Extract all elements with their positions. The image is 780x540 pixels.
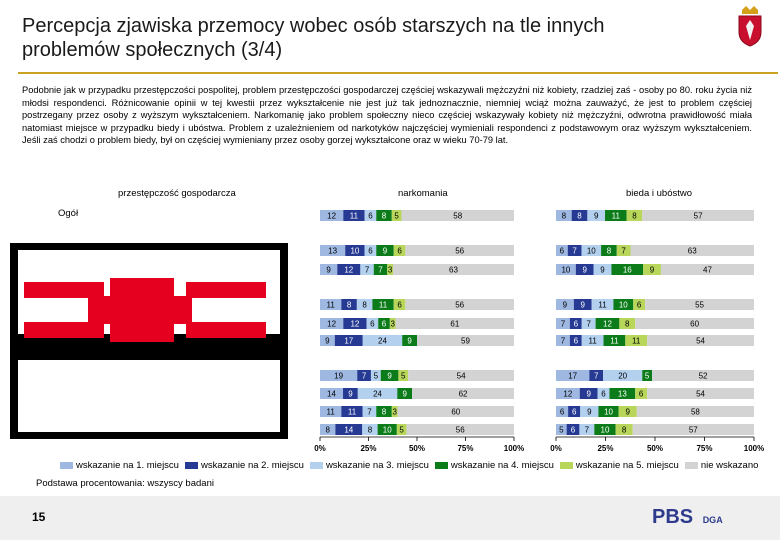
bar-value-label: 13 bbox=[617, 389, 627, 399]
bar-value-label: 6 bbox=[381, 319, 387, 329]
legend-item bbox=[310, 460, 429, 471]
bar-value-label: 61 bbox=[450, 319, 460, 329]
description-text: Podobnie jak w przypadku przestępczości pospolitej, problem przestępczości gospodarczej częściej wskazywali mężczyźni niż kobiety, rzadziej zaś - osoby po 80. roku życia niż młodsi respondenci. Różnicowanie opinii w tej kwestii przez wykształcenie nie jest już tak jednoznacznie, niemniej wciąż można zauważyć, że jest to problem częściej postrzegany przez osoby z wyższym wykształceniem. Narkomanię jako problem społeczny nieco częściej wskazywały kobiety niż mężczyźni, odwrotna prawidłowość miała natomiast miejsce w przypadku biedy i ubóstwa. Problem z uzależnieniem od narkotyków najczęściej wymieniali respondenci z podstawowym oraz wyższym wykształceniem. Jeśli zaś chodzi o problem biedy, był on częściej wymieniany przez osoby gorzej wykształcone oraz w wieku 70-79 lat. bbox=[22, 85, 752, 146]
bar-value-label: 8 bbox=[381, 211, 387, 221]
row-label-total: Ogół bbox=[58, 208, 79, 219]
bar-value-label: 6 bbox=[573, 336, 579, 346]
dga-logo-text: DGA bbox=[702, 515, 723, 525]
bar-value-label: 6 bbox=[571, 407, 577, 417]
bar-value-label: 17 bbox=[344, 336, 354, 346]
x-axis-tick-label: 0% bbox=[550, 444, 562, 453]
panel-drugs bbox=[314, 210, 524, 453]
bar-value-label: 24 bbox=[378, 336, 387, 346]
page-title: Percepcja zjawiska przemocy wobec osób starszych na tle innych problemów społecznych (3/4) bbox=[22, 15, 605, 61]
page-number: 15 bbox=[32, 510, 46, 524]
bar-value-label: 7 bbox=[361, 371, 367, 381]
bar-value-label: 54 bbox=[456, 371, 466, 381]
chart-legend bbox=[60, 460, 780, 472]
bar-value-label: 7 bbox=[378, 265, 383, 275]
bar-value-label: 57 bbox=[688, 425, 698, 435]
bar-value-label: 8 bbox=[632, 211, 637, 221]
bar-value-label: 9 bbox=[387, 371, 392, 381]
bar-value-label: 3 bbox=[392, 407, 397, 417]
bar-value-label: 11 bbox=[588, 336, 597, 346]
bar-value-label: 6 bbox=[559, 246, 565, 256]
bar-value-label: 58 bbox=[690, 407, 700, 417]
bar-value-label: 9 bbox=[325, 336, 330, 346]
bar-value-label: 14 bbox=[344, 425, 354, 435]
bar-value-label: 3 bbox=[387, 265, 393, 275]
bar-value-label: 11 bbox=[598, 300, 607, 310]
bar-value-label: 9 bbox=[586, 389, 591, 399]
bar-value-label: 10 bbox=[618, 300, 628, 310]
bar-value-label: 16 bbox=[622, 265, 632, 275]
bar-value-label: 58 bbox=[453, 211, 463, 221]
bar-value-label: 6 bbox=[573, 319, 579, 329]
bar-value-label: 54 bbox=[696, 336, 705, 346]
bar-value-label: 9 bbox=[587, 407, 592, 417]
legend-item bbox=[685, 460, 759, 471]
bar-value-label: 10 bbox=[350, 246, 360, 256]
bar-value-label: 7 bbox=[364, 265, 370, 275]
x-axis-tick-label: 75% bbox=[457, 444, 474, 453]
legend-label: wskazanie na 1. miejscu bbox=[76, 460, 179, 471]
bar-value-label: 10 bbox=[586, 246, 596, 256]
bar-value-label: 19 bbox=[334, 371, 344, 381]
bar-value-label: 9 bbox=[407, 336, 412, 346]
bar-value-label: 10 bbox=[382, 425, 392, 435]
bar-value-label: 12 bbox=[344, 265, 354, 275]
bar-value-label: 9 bbox=[593, 211, 599, 221]
bar-value-label: 8 bbox=[346, 300, 352, 310]
bar-value-label: 12 bbox=[327, 211, 337, 221]
bar-value-label: 6 bbox=[397, 246, 402, 256]
column-header-economic-crime: przestępczość gospodarcza bbox=[118, 188, 236, 199]
bar-value-label: 3 bbox=[390, 319, 395, 329]
bar-value-label: 7 bbox=[593, 371, 599, 381]
column-header-poverty: bieda i ubóstwo bbox=[626, 188, 693, 199]
bar-value-label: 6 bbox=[368, 246, 373, 256]
bar-value-label: 8 bbox=[381, 407, 387, 417]
bar-value-label: 59 bbox=[461, 336, 470, 346]
bar-value-label: 14 bbox=[327, 389, 336, 399]
pbs-logo-text: PBS bbox=[652, 506, 694, 528]
bar-value-label: 60 bbox=[690, 319, 700, 329]
bar-value-label: 12 bbox=[563, 389, 573, 399]
bar-value-label: 10 bbox=[600, 425, 610, 435]
bar-value-label: 5 bbox=[644, 371, 650, 381]
bar-value-label: 9 bbox=[326, 265, 331, 275]
bar-value-label: 7 bbox=[621, 246, 626, 256]
bar-value-label: 6 bbox=[570, 425, 576, 435]
legend-swatch bbox=[185, 462, 198, 469]
panel-poverty bbox=[550, 210, 764, 453]
bar-value-label: 11 bbox=[326, 407, 335, 417]
legend-label: wskazanie na 3. miejscu bbox=[325, 460, 429, 471]
bar-value-label: 5 bbox=[559, 425, 564, 435]
bar-value-label: 9 bbox=[649, 265, 655, 275]
bar-value-label: 5 bbox=[373, 371, 379, 381]
bar-value-label: 7 bbox=[572, 246, 577, 256]
x-axis-tick-label: 25% bbox=[597, 444, 614, 453]
bar-value-label: 9 bbox=[600, 265, 605, 275]
bar-value-label: 11 bbox=[378, 300, 388, 310]
legend-swatch bbox=[60, 462, 73, 469]
bar-value-label: 6 bbox=[601, 389, 606, 399]
bar-value-label: 6 bbox=[559, 407, 565, 417]
bar-value-label: 6 bbox=[397, 300, 402, 310]
bar-value-label: 11 bbox=[349, 211, 359, 221]
legend-swatch bbox=[435, 462, 448, 469]
bar-value-label: 8 bbox=[325, 425, 330, 435]
bar-value-label: 8 bbox=[606, 246, 612, 256]
base-note: Podstawa procentowania: wszyscy badani bbox=[36, 478, 214, 489]
legend-item bbox=[60, 460, 179, 471]
legend-label: wskazanie na 5. miejscu bbox=[575, 460, 679, 471]
bar-value-label: 63 bbox=[449, 265, 458, 275]
bar-value-label: 8 bbox=[621, 425, 627, 435]
bar-value-label: 8 bbox=[561, 211, 567, 221]
bar-value-label: 6 bbox=[636, 300, 642, 310]
bar-value-label: 56 bbox=[455, 246, 465, 256]
bar-value-label: 5 bbox=[399, 425, 404, 435]
bar-value-label: 13 bbox=[328, 246, 338, 256]
bar-value-label: 12 bbox=[350, 319, 360, 329]
bar-value-label: 9 bbox=[625, 407, 630, 417]
x-axis-tick-label: 75% bbox=[696, 444, 713, 453]
bar-value-label: 12 bbox=[603, 319, 612, 329]
bar-value-label: 63 bbox=[687, 246, 697, 256]
bar-value-label: 8 bbox=[577, 211, 582, 221]
x-axis-tick-label: 25% bbox=[360, 444, 377, 453]
x-axis-tick-label: 100% bbox=[743, 444, 765, 453]
pbs-logo bbox=[652, 506, 723, 529]
bar-value-label: 54 bbox=[696, 389, 705, 399]
legend-swatch bbox=[310, 462, 323, 469]
bar-value-label: 12 bbox=[327, 319, 337, 329]
bar-value-label: 56 bbox=[455, 425, 465, 435]
bar-value-label: 57 bbox=[693, 211, 703, 221]
bar-value-label: 9 bbox=[562, 300, 568, 310]
bar-value-label: 52 bbox=[698, 371, 708, 381]
legend-item bbox=[185, 460, 304, 471]
legend-label: wskazanie na 2. miejscu bbox=[200, 460, 304, 471]
bar-value-label: 60 bbox=[451, 407, 461, 417]
bar-value-label: 7 bbox=[586, 319, 591, 329]
bar-value-label: 10 bbox=[561, 265, 571, 275]
bar-value-label: 5 bbox=[401, 371, 406, 381]
bar-value-label: 9 bbox=[580, 300, 585, 310]
bar-value-label: 8 bbox=[367, 425, 373, 435]
bar-value-label: 11 bbox=[326, 300, 335, 310]
bar-value-label: 9 bbox=[382, 246, 388, 256]
bar-value-label: 56 bbox=[455, 300, 465, 310]
bar-value-label: 11 bbox=[610, 336, 619, 346]
bar-value-label: 24 bbox=[373, 389, 382, 399]
column-header-drugs: narkomania bbox=[398, 188, 448, 199]
bar-value-label: 11 bbox=[347, 407, 357, 417]
bar-value-label: 9 bbox=[402, 389, 407, 399]
bar-value-label: 9 bbox=[348, 389, 353, 399]
bar-value-label: 10 bbox=[604, 407, 613, 417]
bar-value-label: 47 bbox=[703, 265, 712, 275]
x-axis-tick-label: 100% bbox=[503, 444, 525, 453]
bar-value-label: 11 bbox=[611, 211, 620, 221]
bar-value-label: 17 bbox=[568, 371, 578, 381]
bar-value-label: 62 bbox=[458, 389, 468, 399]
bar-value-label: 11 bbox=[632, 336, 641, 346]
bar-value-label: 8 bbox=[362, 300, 367, 310]
legend-item bbox=[560, 460, 679, 471]
legend-label: wskazanie na 4. miejscu bbox=[450, 460, 554, 471]
x-axis-tick-label: 0% bbox=[314, 444, 326, 453]
bar-value-label: 8 bbox=[625, 319, 630, 329]
bar-value-label: 9 bbox=[582, 265, 587, 275]
bar-value-label: 6 bbox=[638, 389, 644, 399]
bar-value-label: 7 bbox=[560, 336, 566, 346]
legend-item bbox=[435, 460, 554, 471]
x-axis-tick-label: 50% bbox=[646, 444, 664, 453]
x-axis-tick-label: 50% bbox=[408, 444, 426, 453]
bar-value-label: 55 bbox=[695, 300, 705, 310]
legend-swatch bbox=[685, 462, 698, 469]
legend-label: nie wskazano bbox=[700, 460, 759, 471]
bar-value-label: 6 bbox=[370, 319, 375, 329]
bar-value-label: 6 bbox=[368, 211, 373, 221]
bar-value-label: 7 bbox=[560, 319, 566, 329]
bar-value-label: 20 bbox=[618, 371, 628, 381]
legend-swatch bbox=[560, 462, 573, 469]
bar-value-label: 7 bbox=[584, 425, 590, 435]
bar-value-label: 5 bbox=[394, 211, 399, 221]
bar-value-label: 7 bbox=[367, 407, 372, 417]
